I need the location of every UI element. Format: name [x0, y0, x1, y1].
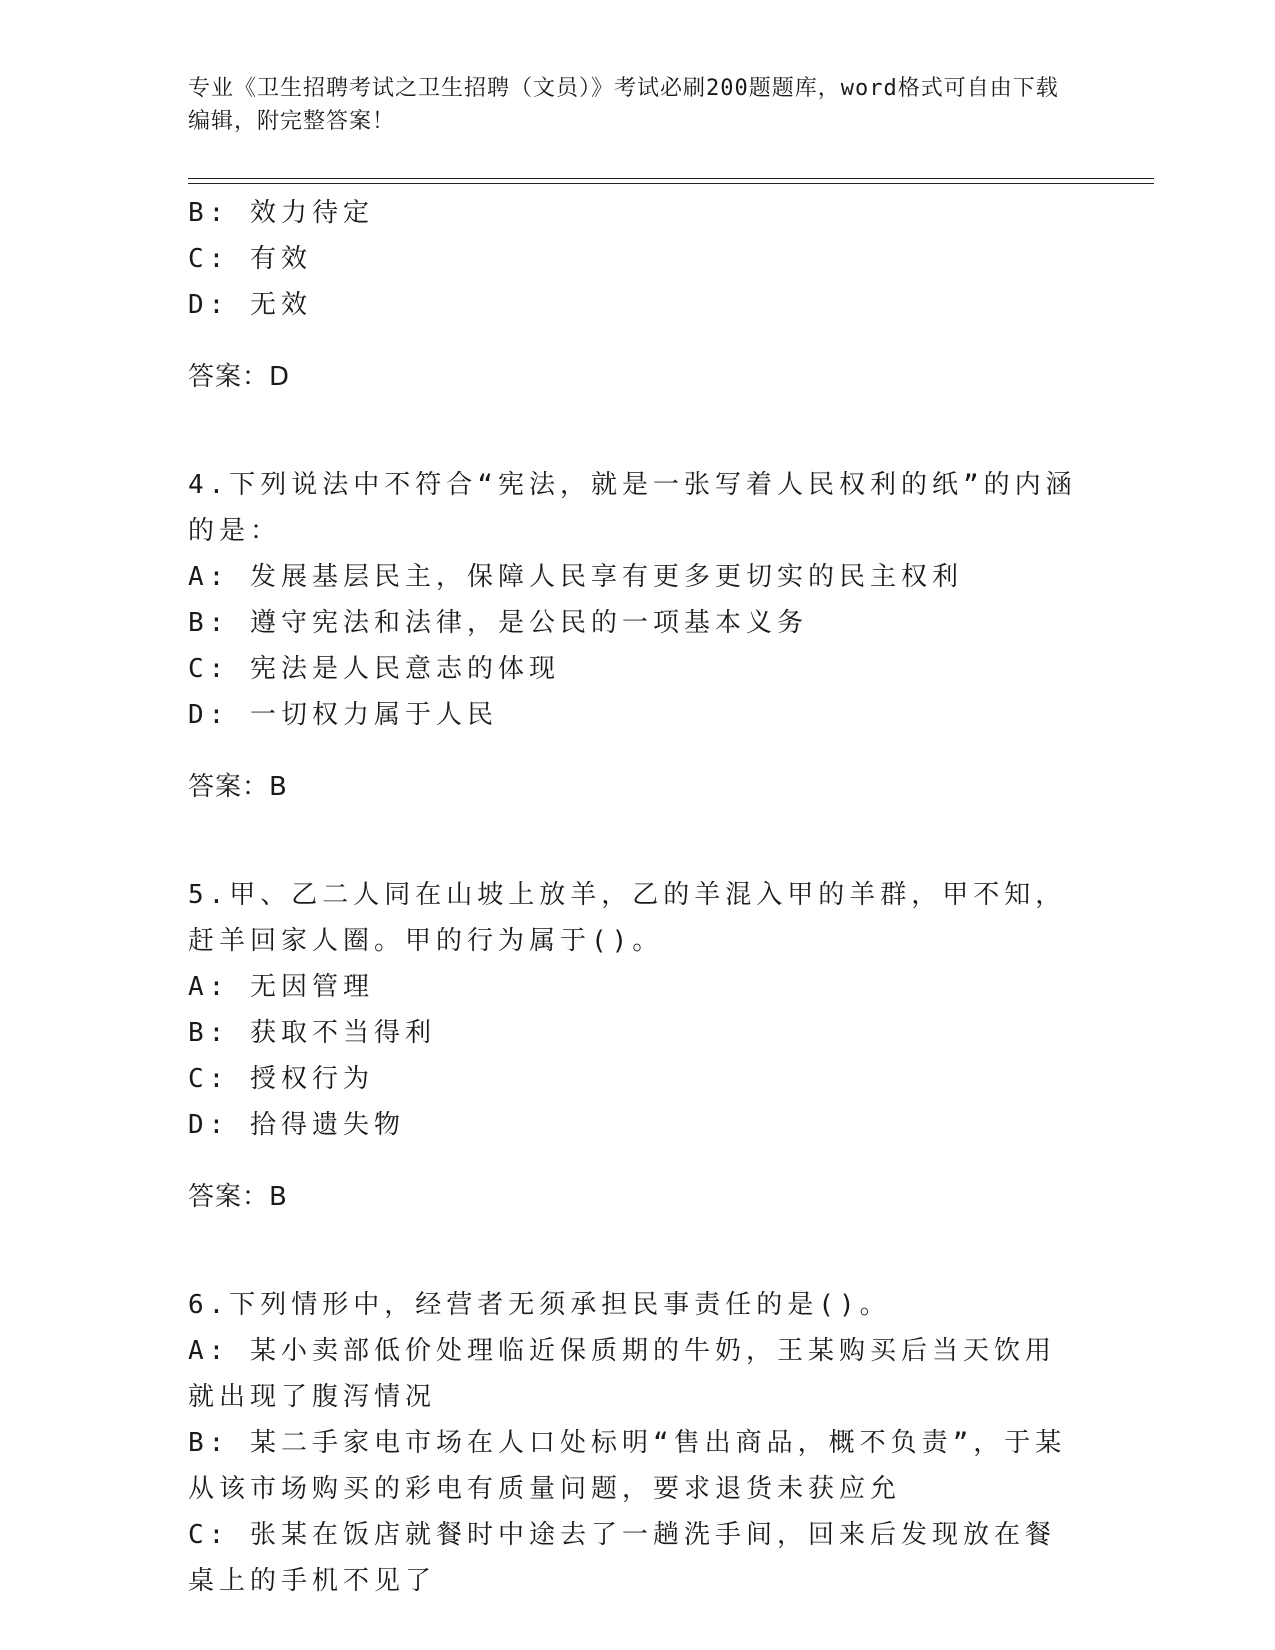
page-header: 专业《卫生招聘考试之卫生招聘（文员）》考试必刷200题题库，word格式可自由下载编辑，附完整答案！ — [188, 76, 1059, 134]
option-c: C: 授权行为 — [188, 1064, 374, 1094]
question-5 — [188, 872, 1078, 1220]
option-label: D — [188, 290, 209, 320]
option-label: B — [188, 1018, 209, 1048]
option-text: 某小卖部低价处理临近保质期的牛奶，王某购买后当天饮用就出现了腹泻情况 — [188, 1336, 1056, 1412]
option-label: B — [188, 1428, 209, 1458]
header-rule-double — [188, 183, 1154, 184]
option-label: C — [188, 244, 209, 274]
option-text: 发展基层民主，保障人民享有更多更切实的民主权利 — [249, 562, 963, 592]
option-text: 授权行为 — [249, 1064, 374, 1094]
option-text: 无因管理 — [249, 972, 374, 1002]
option-b: B: 效力待定 — [188, 198, 374, 228]
option-label: D — [188, 700, 209, 730]
option-label: A — [188, 1336, 209, 1366]
option-label: A — [188, 972, 209, 1002]
option-text: 有效 — [249, 244, 312, 274]
option-text: 拾得遗失物 — [249, 1110, 405, 1140]
option-text: 效力待定 — [249, 198, 374, 228]
option-text: 某二手家电市场在人口处标明“售出商品，概不负责”，于某从该市场购买的彩电有质量问题，要求退货未获应允 — [188, 1428, 1067, 1504]
answer: 答案：B — [188, 772, 288, 802]
answer: 答案：B — [188, 1182, 288, 1212]
question-stem: 6.下列情形中，经营者无须承担民事责任的是()。 — [188, 1290, 891, 1320]
option-label: A — [188, 562, 209, 592]
header-rule — [188, 178, 1154, 179]
question-3-continued — [188, 190, 1078, 400]
option-a: A: 某小卖部低价处理临近保质期的牛奶，王某购买后当天饮用就出现了腹泻情况 — [188, 1336, 1056, 1412]
option-label: C — [188, 1064, 209, 1094]
option-a: A: 无因管理 — [188, 972, 374, 1002]
option-label: B — [188, 198, 209, 228]
option-b: B: 某二手家电市场在人口处标明“售出商品，概不负责”，于某从该市场购买的彩电有质量问题，要求退货未获应允 — [188, 1428, 1067, 1504]
document-body — [188, 190, 1078, 1604]
option-c: C: 张某在饭店就餐时中途去了一趟洗手间，回来后发现放在餐桌上的手机不见了 — [188, 1520, 1056, 1596]
option-text: 获取不当得利 — [249, 1018, 436, 1048]
question-stem: 4.下列说法中不符合“宪法，就是一张写着人民权利的纸”的内涵的是： — [188, 470, 1077, 546]
option-label: D — [188, 1110, 209, 1140]
question-stem: 5.甲、乙二人同在山坡上放羊，乙的羊混入甲的羊群，甲不知，赶羊回家人圈。甲的行为属于()。 — [188, 880, 1067, 956]
option-label: C — [188, 654, 209, 684]
answer: 答案：D — [188, 362, 291, 392]
option-a: A: 发展基层民主，保障人民享有更多更切实的民主权利 — [188, 562, 963, 592]
option-text: 无效 — [249, 290, 312, 320]
option-c: C: 宪法是人民意志的体现 — [188, 654, 560, 684]
option-text: 宪法是人民意志的体现 — [249, 654, 560, 684]
question-6 — [188, 1282, 1078, 1604]
option-label: C — [188, 1520, 209, 1550]
option-text: 遵守宪法和法律，是公民的一项基本义务 — [249, 608, 808, 638]
option-c: C: 有效 — [188, 244, 312, 274]
option-label: B — [188, 608, 209, 638]
option-d: D: 无效 — [188, 290, 312, 320]
option-b: B: 获取不当得利 — [188, 1018, 436, 1048]
question-4 — [188, 462, 1078, 810]
option-b: B: 遵守宪法和法律，是公民的一项基本义务 — [188, 608, 808, 638]
option-d: D: 拾得遗失物 — [188, 1110, 405, 1140]
option-text: 张某在饭店就餐时中途去了一趟洗手间，回来后发现放在餐桌上的手机不见了 — [188, 1520, 1056, 1596]
option-d: D: 一切权力属于人民 — [188, 700, 498, 730]
option-text: 一切权力属于人民 — [249, 700, 498, 730]
